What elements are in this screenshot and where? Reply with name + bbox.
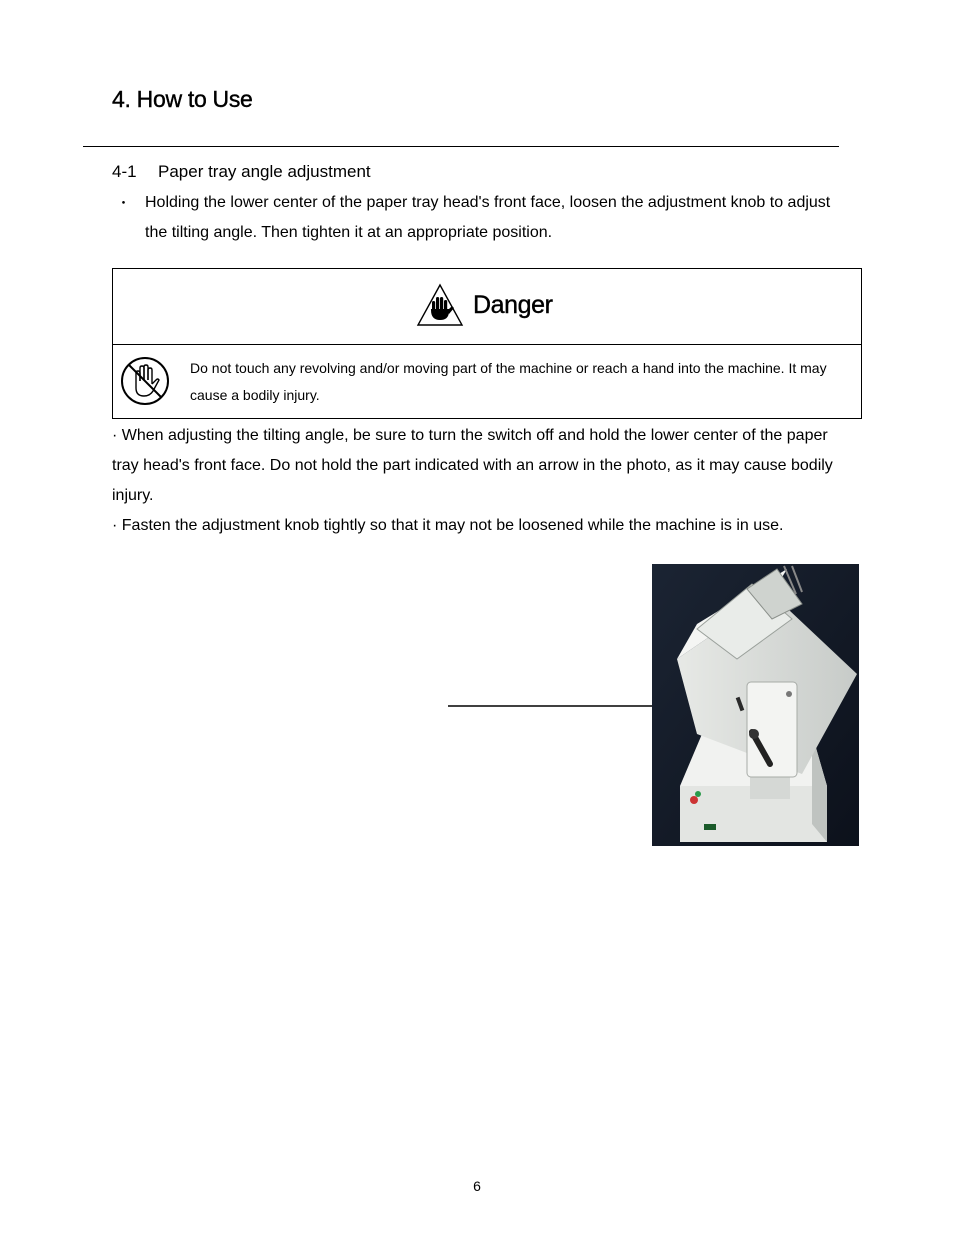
subsection-title: Paper tray angle adjustment <box>158 162 371 181</box>
instruction-item: · When adjusting the tilting angle, be sure to turn the switch off and hold the lower center of the paper tray head's front face. Do not hold the part indicated with an arrow in the photo, as it may cause bodily injury. <box>112 427 833 504</box>
page-number: 6 <box>473 1178 481 1194</box>
bullet-marker: ・ <box>116 195 132 212</box>
machine-photo <box>652 564 859 846</box>
instruction-item: · Fasten the adjustment knob tightly so that it may not be loosened while the machine is in use. <box>112 517 784 534</box>
no-hand-prohibition-icon <box>119 355 171 407</box>
instructions <box>112 421 852 541</box>
section-divider <box>83 146 839 147</box>
section-title: 4. How to Use <box>112 86 253 112</box>
danger-text: Do not touch any revolving and/or moving part of the machine or reach a hand into the machine. It may cause a bodily injury. <box>190 360 827 403</box>
subsection-number: 4-1 <box>112 162 137 181</box>
danger-box <box>112 268 862 419</box>
intro-bullet-text: Holding the lower center of the paper tray head's front face, loosen the adjustment knob to adjust the tilting angle. Then tighten it at an appropriate position. <box>145 194 831 241</box>
hand-in-warning-triangle-icon <box>416 283 464 327</box>
danger-header <box>113 269 861 345</box>
danger-title: Danger <box>473 291 553 319</box>
